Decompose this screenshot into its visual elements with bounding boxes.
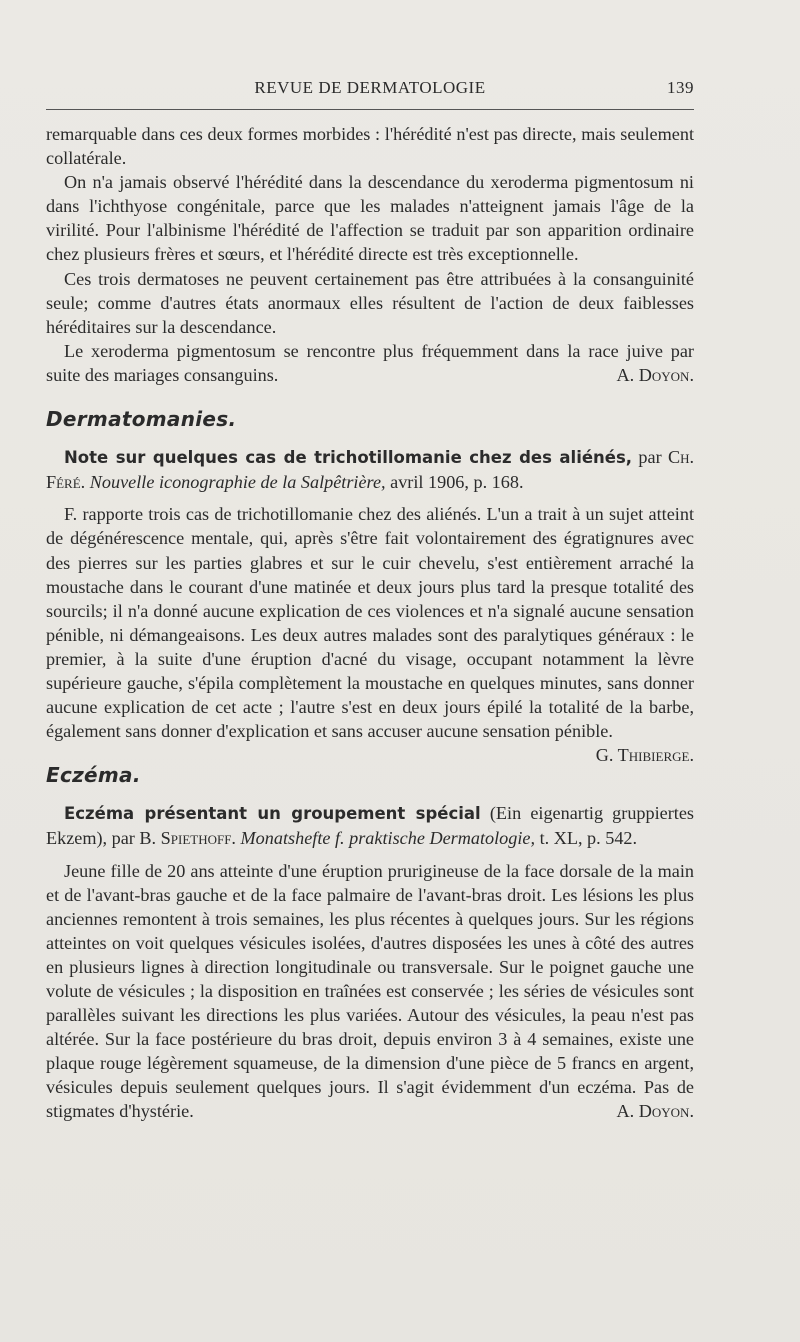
section-heading: Dermatomanies.	[46, 407, 237, 432]
paragraph-text: Jeune fille de 20 ans atteinte d'une éruption prurigineuse de la face dorsale de la main et de l'avant-bras gauche et de la face palmaire de l'avant-bras droit. Les lésions les plus anciennes remontent à trois semaines, les plus récentes à quelques jours. Sur les régions atteintes on voit quelques vésicules isolées, d'autres disposées les unes à côté des autres en plusieurs lignes à direction longitudinale ou transversale. Sur le poignet gauche une volute de vésicules ; la disposition en traînées est conservée ; les séries de vésicules sont parallèles suivant les directions les plus variées. Autour des vésicules, la peau n'est pas altérée. Sur la face postérieure du bras droit, depuis environ 3 à 4 semaines, existe une plaque rouge légèrement squameuse, de la dimension d'une pièce de 5 francs en argent, vésicules depuis seulement quelques jours. Il s'agit évidemment d'un eczéma. Pas de stigmates d'hystérie.	[46, 860, 694, 1122]
paragraph: remarquable dans ces deux formes morbides : l'hérédité n'est pas directe, mais seulement collatérale.	[46, 124, 694, 169]
paragraph-text: Le xeroderma pigmentosum se rencontre plus fréquemment dans la race juive par suite des mariages consanguins.	[46, 340, 694, 385]
running-header	[46, 78, 694, 100]
citation	[46, 445, 694, 494]
header-rule	[46, 109, 694, 110]
article-title: Note sur quelques cas de trichotillomanie chez des aliénés,	[64, 448, 633, 468]
paragraph: On n'a jamais observé l'hérédité dans la descendance du xeroderma pigmentosum ni dans l'ichthyose congénitale, parce que les malades n'atteignent jamais l'âge de la virilité. Pour l'albinisme l'hérédité de l'affection se traduit par son apparition ordinaire chez plusieurs frères et sœurs, et l'hérédité directe est très exceptionnelle.	[46, 172, 694, 265]
article-body	[46, 122, 694, 1124]
article-title: Eczéma présentant un groupement spécial	[64, 804, 481, 824]
signature: A. Doyon.	[616, 364, 694, 385]
journal-title: REVUE DE DERMATOLOGIE	[254, 78, 486, 97]
paragraph-text: F. rapporte trois cas de trichotillomanie chez des aliénés. L'un a trait à un sujet atteint de dégénérescence mentale, qui, après s'être fait volontairement des égratignures avec des pierres sur les parties glabres et sur le cuir chevelu, s'est entièrement arraché la moustache dans le courant d'une matinée et deux jours plus tard la presque totalité des sourcils; il n'a donné aucune explication de ces violences et n'a signalé aucune sensation pénible, ni démangeaisons. Les deux autres malades sont des paralytiques généraux : le premier, à la suite d'une éruption d'acné du visage, occupant notamment la lèvre supérieure gauche, s'épila complètement la moustache en quelques minutes, sans donner aucune explication de cet acte ; l'autre s'est en deux jours épilé la totalité de la barbe, également sans donner d'explication et sans accuser aucune sensation pénible.	[46, 504, 694, 742]
citation	[46, 801, 694, 850]
page-number: 139	[667, 78, 694, 97]
paragraph: Ces trois dermatoses ne peuvent certainement pas être attribuées à la consanguinité seule; comme d'autres états anormaux elles résultent de l'action de deux faiblesses héréditaires sur la descendance.	[46, 268, 694, 337]
citation-german-title: (Ein eigenartig gruppiertes Ekzem), par B.	[46, 803, 694, 849]
section-heading: Eczéma.	[46, 763, 141, 788]
paragraph	[46, 339, 694, 387]
citation-author: Ch. Féré.	[46, 447, 695, 493]
citation-journal: Nouvelle iconographie de la Salpêtrière,	[89, 472, 386, 493]
citation-journal: Monatshefte f. praktische Dermatologie,	[240, 828, 536, 849]
signature: A. Doyon.	[616, 1101, 694, 1122]
paragraph	[46, 502, 694, 766]
citation-author: Spiethoff.	[160, 828, 236, 849]
citation-details: avril 1906, p. 168.	[390, 472, 524, 493]
citation-details: t. XL, p. 542.	[539, 828, 638, 849]
citation-par: par	[638, 447, 662, 468]
signature: G. Thibierge.	[595, 745, 694, 766]
paragraph	[46, 859, 694, 1124]
